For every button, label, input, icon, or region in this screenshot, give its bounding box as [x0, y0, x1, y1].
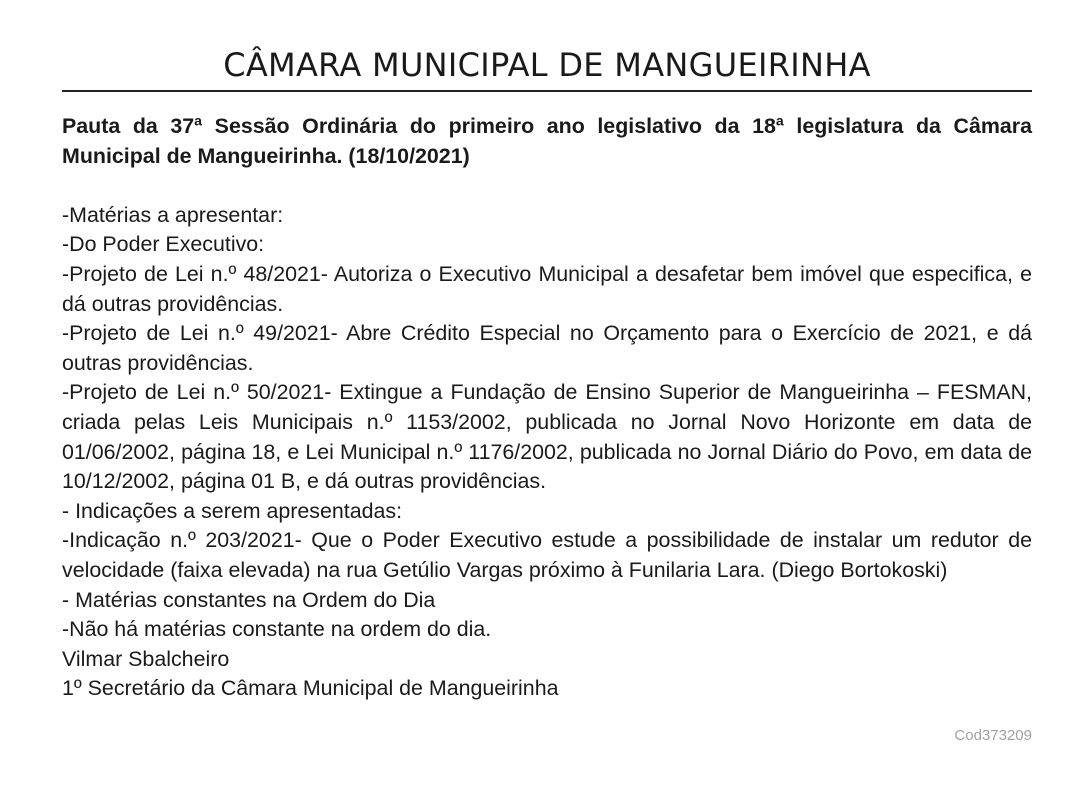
indicacao-203: -Indicação n.º 203/2021- Que o Poder Executivo estude a possibilidade de instalar um redutor de velocidade (faixa elevada) na rua Getúlio Vargas próximo à Funilaria Lara. (Diego Bortokoski): [62, 528, 1032, 582]
page-title: CÂMARA MUNICIPAL DE MANGUEIRINHA: [223, 46, 871, 84]
section-materias-apresentar: -Matérias a apresentar:: [62, 202, 284, 227]
projeto-lei-48: -Projeto de Lei n.º 48/2021- Autoriza o Executivo Municipal a desafetar bem imóvel que especifica, e dá outras providências.: [62, 261, 1032, 316]
ordem-do-dia-note: -Não há matérias constante na ordem do dia.: [62, 617, 492, 642]
projeto-lei-49: -Projeto de Lei n.º 49/2021- Abre Crédito Especial no Orçamento para o Exercício de 2021, e dá outras providências.: [62, 321, 1032, 375]
document-code: Cod373209: [954, 727, 1032, 744]
document-body: [62, 112, 1032, 704]
section-ordem-do-dia: - Matérias constantes na Ordem do Dia: [62, 587, 436, 612]
section-poder-executivo: -Do Poder Executivo:: [62, 232, 265, 257]
signatory-role: 1º Secretário da Câmara Municipal de Mangueirinha: [62, 676, 559, 701]
section-indicacoes: - Indicações a serem apresentadas:: [62, 498, 403, 523]
signatory-name: Vilmar Sbalcheiro: [62, 646, 230, 671]
projeto-lei-50: -Projeto de Lei n.º 50/2021- Extingue a Fundação de Ensino Superior de Mangueirinha – FESMAN, criada pelas Leis Municipais n.º 1153/2002, publicada no Jornal Novo Horizonte em data de 01/06/2002, página 18, e Lei Municipal n.º 1176/2002, publicada no Jornal Diário do Povo, em data de 10/12/2002, página 01 B, e dá outras providências.: [62, 380, 1032, 494]
session-agenda-title: Pauta da 37ª Sessão Ordinária do primeiro ano legislativo da 18ª legislatura da Câmara Municipal de Mangueirinha. (18/10/2021): [62, 114, 1032, 168]
document-header: [62, 40, 1032, 92]
